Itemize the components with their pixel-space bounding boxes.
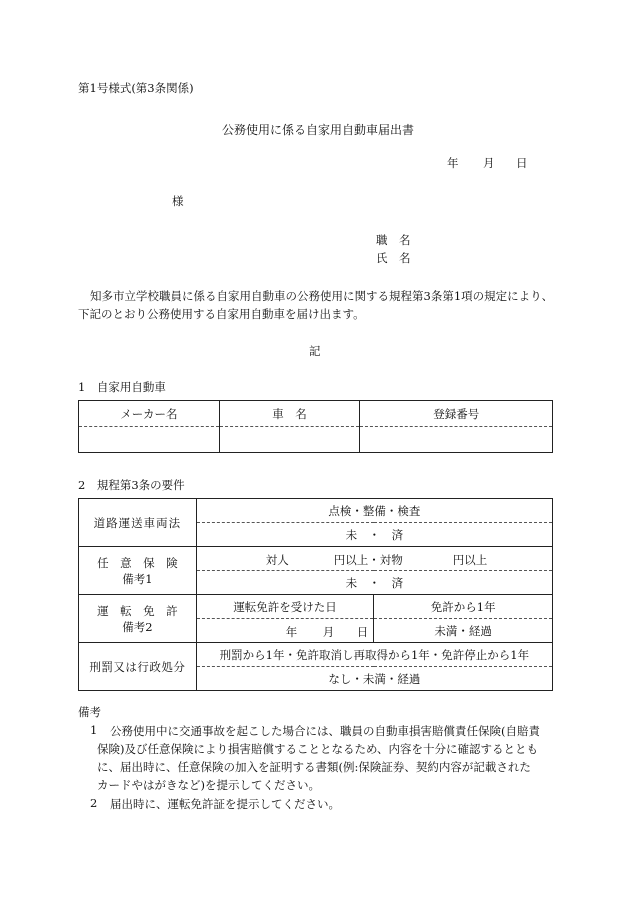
ki-label: 記 [309, 344, 321, 358]
registration-number-value-cell[interactable] [360, 427, 553, 453]
license-date-cell[interactable] [196, 619, 374, 643]
car-name-value-cell[interactable] [219, 427, 360, 453]
maker-value-cell[interactable] [79, 427, 220, 453]
license-date-month: 月 [322, 625, 335, 639]
form-id: 第1号様式(第3条関係) [78, 81, 194, 95]
note1-line-3: に、届出時に、任意保険の加入を証明する書類(例:保険証券、契約内容が記載された [97, 760, 531, 774]
header-registration-number: 登録番号 [360, 401, 553, 427]
note1-line-4: カードやはがきなど)を提示してください。 [97, 778, 320, 792]
insurance-amount-cell[interactable] [196, 547, 552, 571]
requirements-table [78, 498, 553, 691]
road-vehicle-law-label: 道路運送車両法 [79, 499, 197, 547]
header-car-name: 車 名 [219, 401, 360, 427]
vehicle-table [78, 400, 553, 453]
insurance-status[interactable]: 未 ・ 済 [196, 571, 552, 595]
license-label-cell [79, 595, 197, 643]
header-maker: メーカー名 [79, 401, 220, 427]
date-year-label: 年 [447, 156, 459, 170]
road-vehicle-law-status[interactable]: 未 ・ 済 [196, 523, 552, 547]
intro-line-1: 知多市立学校職員に係る自家用自動車の公務使用に関する規程第3条第1項の規定により、 [90, 289, 554, 303]
license-label: 運 転 免 許 [97, 603, 178, 618]
intro-line-2: 下記のとおり公務使用する自家用自動車を届け出ます。 [78, 307, 365, 321]
license-date-day: 日 [356, 625, 369, 639]
penalty-status[interactable]: なし・未満・経過 [328, 671, 421, 686]
license-year-header: 免許から1年 [374, 595, 553, 619]
document-title: 公務使用に係る自家用自動車届出書 [222, 123, 415, 137]
note1-line-2: 保険)及び任意保険により損害賠償することとなるため、内容を十分に確認するととも [97, 742, 539, 756]
license-sub: 備考2 [122, 619, 153, 634]
section1-heading: 1 自家用自動車 [78, 380, 166, 394]
note1-line-1: 公務使用中に交通事故を起こした場合には、職員の自動車損害賠償責任保険(自賠責 [110, 724, 540, 738]
position-label: 職 名 [376, 233, 411, 247]
date-month-label: 月 [483, 156, 495, 170]
license-date-year: 年 [285, 625, 298, 639]
penalty-label: 刑罰又は行政処分 [79, 643, 197, 691]
date-day-label: 日 [516, 156, 528, 170]
insurance-taibutsu: 円以上・対物 [333, 553, 403, 567]
addressee-suffix: 様 [172, 194, 184, 208]
license-date-header: 運転免許を受けた日 [196, 595, 374, 619]
note1-number: 1 [90, 723, 98, 737]
remarks-heading: 備考 [78, 705, 101, 719]
license-status[interactable]: 未満・経過 [374, 619, 553, 643]
note2-number: 2 [90, 796, 98, 810]
insurance-taijin: 対人 [265, 553, 289, 567]
section2-heading: 2 規程第3条の要件 [78, 478, 185, 492]
insurance-label-cell [79, 547, 197, 595]
penalty-top: 刑罰から1年・免許取消し再取得から1年・免許停止から1年 [196, 643, 552, 667]
road-vehicle-law-top: 点検・整備・検査 [196, 499, 552, 523]
insurance-ijo: 円以上 [452, 553, 488, 567]
insurance-sub: 備考1 [122, 571, 153, 586]
name-label: 氏 名 [376, 251, 411, 265]
note2-text: 届出時に、運転免許証を提示してください。 [110, 797, 340, 811]
insurance-label: 任 意 保 険 [97, 555, 178, 570]
